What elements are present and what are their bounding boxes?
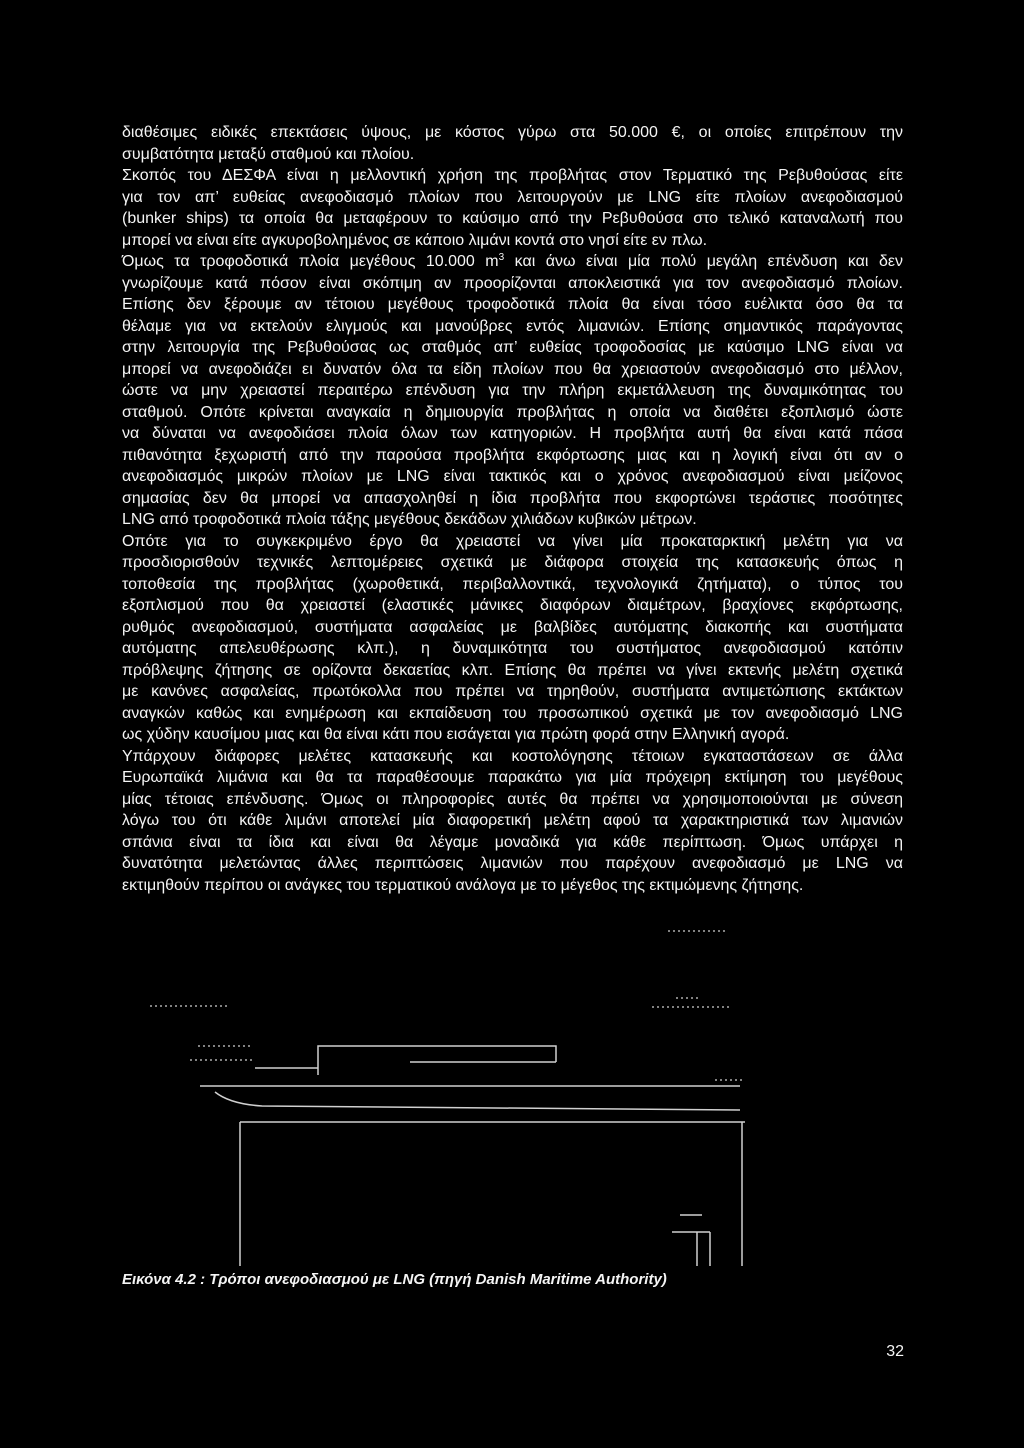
text-line: Υπάρχουν διάφορες μελέτες κατασκευής και κοστολόγησης τέτοιων εγκαταστάσεων σε άλλα: [122, 747, 903, 765]
text-line: διαθέσιμες ειδικές επεκτάσεις ύψους, με κόστος γύρω στα 50.000 €, οι οποίες επιτρέπουν την: [122, 124, 903, 141]
text-line: αυτόματης απελευθέρωσης κλπ.), η δυναμικότητα του συστήματος ανεφοδιασμού κατόπιν: [122, 640, 903, 657]
text-line: εκτιμηθούν περίπου οι ανάγκες του τερματικού ανάλογα με το μέγεθος της εκτιμώμενης ζήτησης.: [122, 876, 804, 894]
text-line: εξοπλισμού που θα χρειαστεί (ελαστικές μάνικες διαφόρων διαμέτρων, βραχίονες εκφόρτωσης,: [122, 597, 903, 614]
text-line: Ευρωπαϊκά λιμάνια και θα τα παραθέσουμε παρακάτω για μία πρόχειρη εκτίμηση του μεγέθους: [122, 769, 903, 786]
text-line: (bunker ships) τα οποία θα μεταφέρουν το καύσιμο από την Ρεβυθούσα στο τελικό καταναλωτή που: [122, 210, 903, 227]
text-line: συμβατότητα μεταξύ σταθμού και πλοίου.: [122, 145, 415, 163]
text-line: μίας τέτοιας επένδυσης. Όμως οι πληροφορίες αυτές θα πρέπει να χρησιμοποιούνται με σύνεση: [122, 790, 903, 808]
text-line: ανεφοδιασμός μικρών πλοίων με LNG είναι τακτικός και ο χρόνος ανεφοδιασμού είναι μείζονος: [122, 468, 903, 485]
unit-superscript: 3: [498, 252, 505, 263]
text-line: γνωρίζουμε κατά πόσον είναι σκόπιμη αν προορίζονται αποκλειστικά για τον ανεφοδιασμό πλοίων.: [122, 274, 903, 292]
text-line: ρυθμός ανεφοδιασμού, συστήματα ασφαλείας με βαλβίδες αυτόματης διακοπής και συστήματα: [122, 618, 903, 636]
text-line: LNG από τροφοδοτικά πλοία τάξης μεγέθους δεκάδων χιλιάδων κυβικών μέτρων.: [122, 511, 697, 528]
text-line: προσδιορισθούν τεχνικές λεπτομέρειες σχετικά με διάφορα στοιχεία της κατασκευής όπως η: [122, 554, 903, 571]
text-segment: Όμως τα τροφοδοτικά πλοία μεγέθους 10.000 m: [122, 253, 499, 270]
ship-hull-bottom: [215, 1092, 740, 1110]
text-line: Οπότε για το συγκεκριμένο έργο θα χρειαστεί να γίνει μία προκαταρκτική μελέτη για να: [122, 532, 903, 550]
text-line: δυνατότητα μελετώντας άλλες περιπτώσεις λιμανιών που παρέχουν ανεφοδιασμό με LNG να: [122, 855, 903, 872]
text-line: μπορεί να είναι είτε αγκυροβολημένος σε κάποιο λιμάνι κοντά στο νησί είτε εν πλω.: [122, 231, 708, 249]
text-segment: και άνω είναι μία πολύ μεγάλη επένδυση και δεν: [504, 253, 903, 270]
text-line: για τον απ’ ευθείας ανεφοδιασμό πλοίων που λειτουργούν με LNG είτε πλοίων ανεφοδιασμού: [122, 188, 903, 206]
text-line: ώστε να μην χρειαστεί περαιτέρω επένδυση για την πλήρη εκμετάλλευση της δυναμικότητας του: [122, 382, 903, 399]
text-line: μπορεί να ανεφοδιάζει ει δυνατόν όλα τα είδη πλοίων που θα χρειαστούν ανεφοδιασμό στο μέλλον,: [122, 360, 903, 378]
text-line: σταθμού. Οπότε κρίνεται αναγκαία η δημιουργία προβλήτας η οποία να διαθέτει εξοπλισμό ώστε: [122, 403, 903, 421]
text-line: πιθανότητα ξεχωριστή από την παρούσα προβλήτα εκφόρτωσης μιας και η λογική είναι ότι αν ο: [122, 446, 903, 464]
text-line: τοποθεσία της προβλήτας (χωροθετικά, περιβαλλοντικά, τεχνολογικά ζητήματα), ο τύπος του: [122, 575, 903, 593]
body-text: [122, 122, 903, 896]
page-number: 32: [886, 1343, 904, 1360]
text-line: Επίσης δεν ξέρουμε αν τέτοιου μεγέθους τροφοδοτικά πλοία θα είναι τόσο ευέλικτα όσο θα τα: [122, 296, 903, 313]
ship-superstructure: [318, 1046, 556, 1075]
text-line: σημασίας δεν θα μπορεί να απασχοληθεί η ίδια προβλήτα που εκφορτώνει τεράστιες ποσότητες: [122, 489, 903, 507]
text-line: πρόβλεψης ζήτησης σε ορίζοντα δεκαετίας κλπ. Επίσης θα πρέπει να γίνει εκτενής μελέτη σχετικά: [122, 661, 903, 679]
text-line: στην λειτουργία της Ρεβυθούσας ως σταθμός απ’ ευθείας τροφοδοσίας με καύσιμο LNG είναι να: [122, 339, 903, 356]
text-line: να δύναται να ανεφοδιάσει πλοία όλων των κατηγοριών. Η προβλήτα αυτή θα είναι κατά πάσα: [122, 425, 903, 442]
text-line: αναγκών καθώς και ενημέρωση και εκπαίδευση του προσωπικού σχετικά με τον ανεφοδιασμό LNG: [122, 704, 903, 722]
text-line: λόγω του ότι κάθε λιμάνι αποτελεί μία διαφορετική μελέτη αφού τα χαρακτηριστικά των λιμανιών: [122, 812, 903, 829]
text-line: θέλαμε για να εκτελούν ελιγμούς και μανούβρες εντός λιμανιών. Επίσης σημαντικός παράγοντας: [122, 317, 903, 335]
text-line: σπάνια είναι τα ίδια και είναι θα λέγαμε μοναδικά για κάθε περίπτωση. Όμως υπάρχει η: [122, 833, 903, 851]
text-line: με κανόνες ασφαλείας, πρωτόκολλα που πρέπει να τηρηθούν, συστήματα αντιμετώπισης εκτάκτων: [122, 683, 903, 700]
text-line: ως χύδην καυσίμου μιας και θα είναι κάτι που εισάγεται για πρώτη φορά στην Ελληνική αγορά.: [122, 726, 790, 743]
text-line: Σκοπός του ΔΕΣΦΑ είναι η μελλοντική χρήση της προβλήτας στον Τερματικό της Ρεβυθούσας είτε: [122, 167, 903, 184]
text-line: [122, 251, 903, 273]
figure-caption: Εικόνα 4.2 : Τρόποι ανεφοδιασμού με LNG (πηγή Danish Maritime Authority): [122, 1271, 667, 1288]
